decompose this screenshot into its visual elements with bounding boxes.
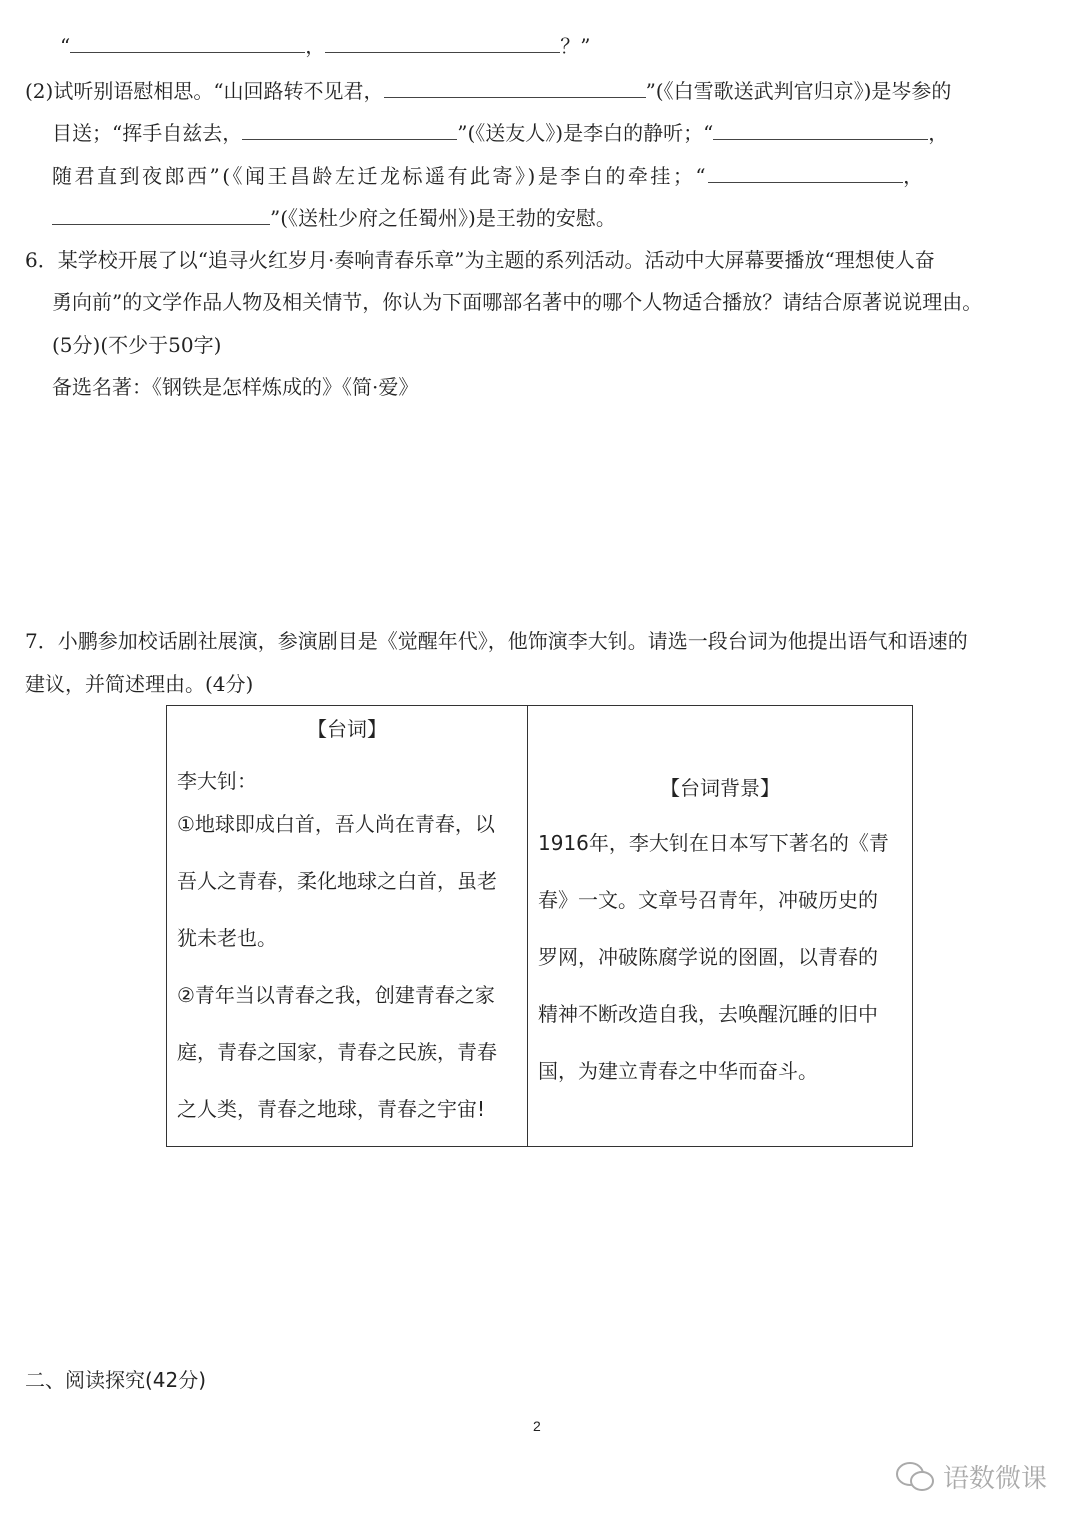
text: (2)试听别语慰相思。“山回路转不见君， [25, 79, 384, 103]
background-text: 春》一文。文章号召青年，冲破历史的 [538, 888, 878, 912]
answer-blank[interactable] [708, 162, 903, 183]
answer-blank[interactable] [325, 32, 560, 53]
watermark [895, 1458, 1047, 1495]
answer-blank[interactable] [713, 119, 928, 140]
line-text: 吾人之青春，柔化地球之白首，虽老 [177, 869, 497, 893]
q6-line2: 勇向前”的文学作品人物及相关情节，你认为下面哪部名著中的哪个人物适合播放？请结合原著说说理由。 [52, 290, 983, 314]
q6-line1: 6．某学校开展了以“追寻火红岁月·奏响青春乐章”为主题的系列活动。活动中大屏幕要播放“理想使人奋 [25, 248, 935, 272]
q5-part2-line4 [52, 204, 616, 231]
text: ”(《白雪歌送武判官归京》)是岑参的 [645, 79, 952, 103]
text: ， [903, 164, 926, 188]
background-cell [528, 706, 913, 1147]
line-text: ②青年当以青春之我，创建青春之家 [177, 983, 495, 1007]
q5-part2-line3 [52, 162, 926, 189]
lines-cell [167, 706, 528, 1147]
answer-blank[interactable] [384, 77, 646, 98]
line-text: 之人类，青春之地球，青春之宇宙! [177, 1097, 486, 1121]
text: ， [928, 121, 949, 145]
comma: ， [305, 34, 326, 58]
q7-line2: 建议，并简述理由。(4分) [25, 672, 254, 696]
section-heading: 二、阅读探究(42分) [25, 1368, 207, 1392]
answer-blank[interactable] [242, 119, 457, 140]
q5-part2-line2 [52, 119, 948, 146]
text: 目送；“挥手自兹去， [52, 121, 243, 145]
background-header: 【台词背景】 [660, 776, 780, 800]
q5-part2-line1 [25, 77, 951, 104]
text: 随君直到夜郎西”(《闻王昌龄左迁龙标遥有此寄》)是李白的牵挂；“ [52, 164, 709, 188]
wechat-icon [895, 1460, 935, 1494]
page-number: 2 [533, 1418, 541, 1434]
line-text: 庭，青春之国家，青春之民族，青春 [177, 1040, 497, 1064]
background-text: 1916年，李大钊在日本写下著名的《青 [538, 831, 889, 855]
answer-blank[interactable] [70, 32, 305, 53]
watermark-text: 语数微课 [943, 1464, 1048, 1494]
background-text: 罗网，冲破陈腐学说的囹圄，以青春的 [538, 945, 878, 969]
background-text: 精神不断改造自我，去唤醒沉睡的旧中 [538, 1002, 878, 1026]
q6-line3: (5分)(不少于50字) [52, 333, 222, 357]
quote: ？” [560, 34, 591, 58]
line-text: ①地球即成白首，吾人尚在青春，以 [177, 812, 495, 836]
speaker: 李大钊： [177, 769, 257, 793]
answer-blank[interactable] [52, 204, 270, 225]
text: ”(《送杜少府之任蜀州》)是王勃的安慰。 [270, 206, 616, 230]
q5-part1-tail [60, 32, 590, 59]
lines-table [166, 705, 913, 1147]
q7-line1: 7．小鹏参加校话剧社展演，参演剧目是《觉醒年代》，他饰演李大钊。请选一段台词为他提出语气和语速的 [25, 629, 968, 653]
line-text: 犹未老也。 [177, 926, 277, 950]
q6-line4: 备选名著：《钢铁是怎样炼成的》《简·爱》 [52, 375, 419, 399]
quote: “ [60, 34, 71, 58]
text: ”(《送友人》)是李白的静听；“ [457, 121, 714, 145]
lines-header: 【台词】 [307, 717, 387, 741]
background-text: 国，为建立青春之中华而奋斗。 [538, 1059, 818, 1083]
